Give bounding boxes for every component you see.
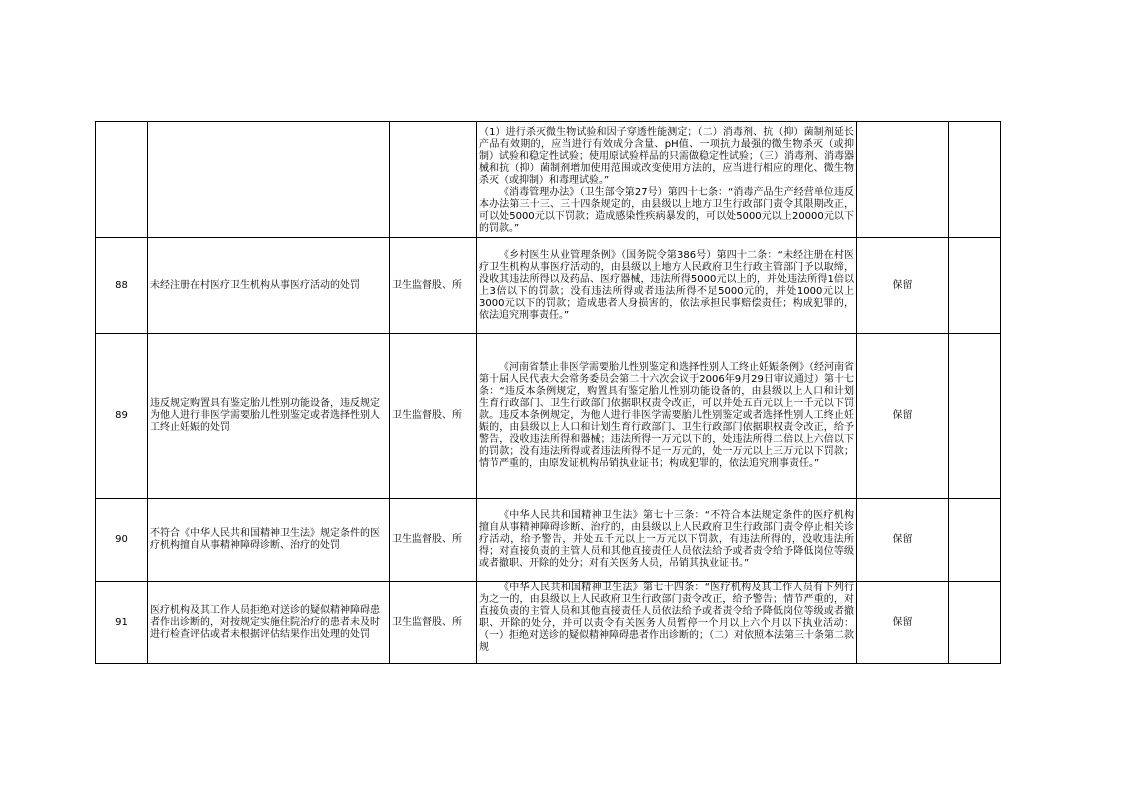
legal-basis-cell: [477, 582, 857, 664]
note-cell: [949, 582, 1001, 664]
legal-basis-cell: [477, 499, 857, 582]
legal-basis-paragraph: 《消毒管理办法》（卫生部令第27号）第四十七条：“消毒产品生产经营单位违反本办法第三十三、三十四条规定的，由县级以上地方卫生行政部门责令其限期改正，可以处5000元以下罚款；造成感染性疾病暴发的，可以处5000元以上20000元以下的罚款。”: [479, 187, 854, 234]
table-row: [96, 334, 1001, 499]
department-cell: 卫生监督股、所: [390, 334, 477, 499]
item-number-cell: 91: [96, 582, 148, 664]
table-row: [96, 122, 1001, 238]
legal-basis-paragraph: （1）进行杀灭微生物试验和因子穿透性能测定；（二）消毒剂、抗（抑）菌制剂延长产品有效期的，应当进行有效成分含量、pH值、一项抗力最强的微生物杀灭（或抑制）试验和稳定性试验；使用原试验样品的只需做稳定性试验；（三）消毒剂、消毒器械和抗（抑）菌制剂增加使用范围或改变使用方法的，应当进行相应的理化、微生物杀灭（或抑制）和毒理试验。”: [479, 127, 854, 186]
legal-basis-paragraph: 《中华人民共和国精神卫生法》第七十四条：“医疗机构及其工作人员有下列行为之一的，由县级以上人民政府卫生行政部门责令改正，给予警告；情节严重的，对直接负责的主管人员和其他直接责任人员依法给予或者责令给予降低岗位等级或者撤职、开除的处分，并可以责令有关医务人员暂停一个月以上六个月以下执业活动：（一）拒绝对送诊的疑似精神障碍患者作出诊断的；（二）对依照本法第三十条第二款规: [479, 582, 854, 653]
item-name-cell: 违反规定购置具有鉴定胎儿性别功能设备，违反规定为他人进行非医学需要胎儿性别鉴定或者选择性别人工终止妊娠的处罚: [148, 334, 390, 499]
item-number-cell: 90: [96, 499, 148, 582]
status-cell: 保留: [857, 238, 949, 334]
legal-basis-cell: [477, 122, 857, 238]
item-number-cell: [96, 122, 148, 238]
legal-basis-paragraph: 《乡村医生从业管理条例》（国务院令第386号）第四十二条：“未经注册在村医疗卫生机构从事医疗活动的，由县级以上地方人民政府卫生行政主管部门予以取缔，没收其违法所得以及药品、医疗器械，违法所得5000元以上的，并处违法所得1倍以上3倍以下的罚款；没有违法所得或者违法所得不足5000元的，并处1000元以上3000元以下的罚款；造成患者人身损害的，依法承担民事赔偿责任；构成犯罪的，依法追究刑事责任。”: [479, 249, 854, 321]
department-cell: [390, 122, 477, 238]
note-cell: [949, 122, 1001, 238]
note-cell: [949, 499, 1001, 582]
status-cell: 保留: [857, 334, 949, 499]
item-name-cell: 医疗机构及其工作人员拒绝对送诊的疑似精神障碍患者作出诊断的，对按规定实施住院治疗的患者未及时进行检查评估或者未根据评估结果作出处理的处罚: [148, 582, 390, 664]
note-cell: [949, 334, 1001, 499]
legal-basis-cell: [477, 238, 857, 334]
department-cell: 卫生监督股、所: [390, 499, 477, 582]
item-name-cell: 不符合《中华人民共和国精神卫生法》规定条件的医疗机构擅自从事精神障碍诊断、治疗的处罚: [148, 499, 390, 582]
table-row: [96, 582, 1001, 664]
department-cell: 卫生监督股、所: [390, 582, 477, 664]
legal-basis-paragraph: 《中华人民共和国精神卫生法》第七十三条：“不符合本法规定条件的医疗机构擅自从事精神障碍诊断、治疗的，由县级以上人民政府卫生行政部门责令停止相关诊疗活动，给予警告，并处五千元以上一万元以下罚款，有违法所得的，没收违法所得；对直接负责的主管人员和其他直接责任人员依法给予或者责令给予降低岗位等级或者撤职、开除的处分；对有关医务人员，吊销其执业证书。”: [479, 510, 854, 569]
penalty-table: [95, 121, 1001, 664]
status-cell: 保留: [857, 582, 949, 664]
note-cell: [949, 238, 1001, 334]
item-name-cell: [148, 122, 390, 238]
department-cell: 卫生监督股、所: [390, 238, 477, 334]
item-number-cell: 88: [96, 238, 148, 334]
status-cell: 保留: [857, 499, 949, 582]
status-cell: [857, 122, 949, 238]
item-number-cell: 89: [96, 334, 148, 499]
table-row: [96, 238, 1001, 334]
item-name-cell: 未经注册在村医疗卫生机构从事医疗活动的处罚: [148, 238, 390, 334]
table-row: [96, 499, 1001, 582]
legal-basis-cell: [477, 334, 857, 499]
legal-basis-paragraph: 《河南省禁止非医学需要胎儿性别鉴定和选择性别人工终止妊娠条例》（经河南省第十届人民代表大会常务委员会第二十六次会议于2006年9月29日审议通过）第十七条：“违反本条例规定，购置具有鉴定胎儿性别功能设备的，由县级以上人口和计划生育行政部门、卫生行政部门依据职权责令改正，可以并处五百元以上一千元以下罚款。违反本条例规定，为他人进行非医学需要胎儿性别鉴定或者选择性别人工终止妊娠的，由县级以上人口和计划生育行政部门、卫生行政部门依据职权责令改正，给予警告，没收违法所得和器械；违法所得一万元以下的，处违法所得二倍以上六倍以下的罚款；没有违法所得或者违法所得不足一万元的，处一万元以上三万元以下罚款；情节严重的，由原发证机构吊销执业证书；构成犯罪的，依法追究刑事责任。”: [479, 362, 854, 469]
